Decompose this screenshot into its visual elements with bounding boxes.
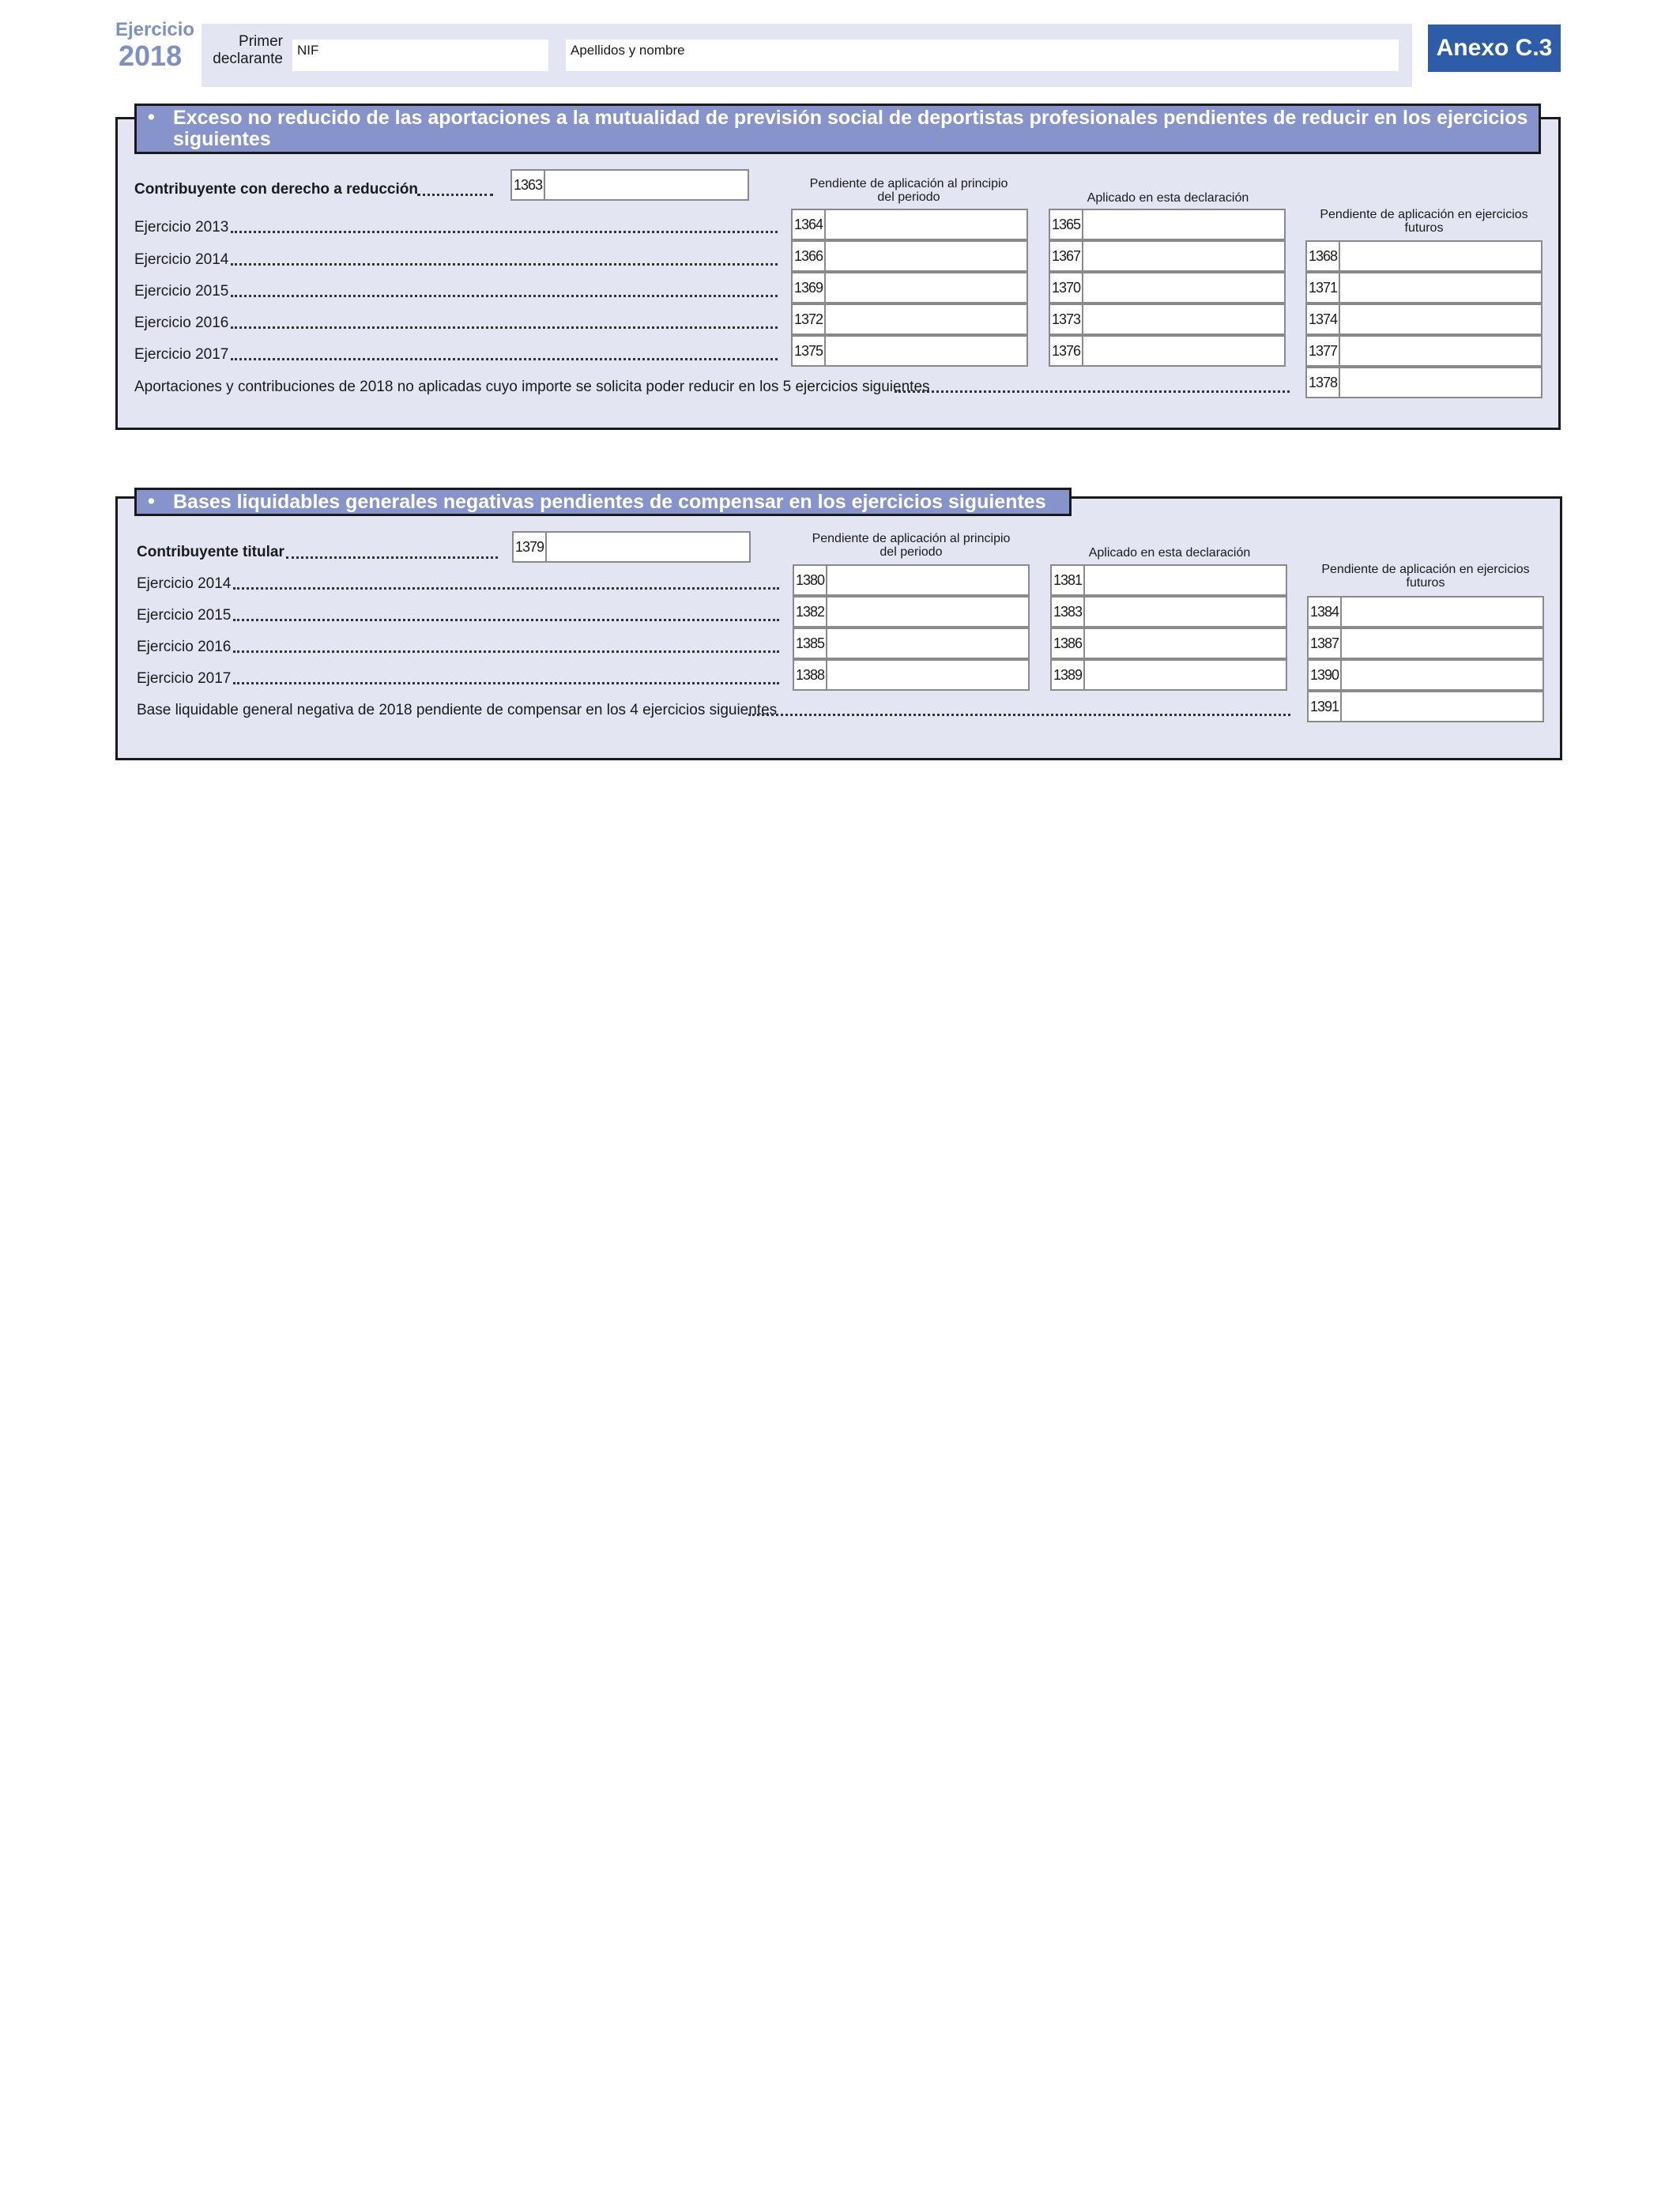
- section2-row-aplicado-field[interactable]: [1050, 596, 1287, 628]
- field-code: 1380: [794, 566, 827, 594]
- field-code: 1374: [1307, 305, 1340, 334]
- section1-row-aplicado-field[interactable]: [1049, 303, 1286, 335]
- nif-label: NIF: [297, 43, 319, 58]
- section1-row-pendiente-field[interactable]: [791, 335, 1028, 367]
- leader-dots: [286, 556, 498, 559]
- section2-row-label: Ejercicio 2017: [137, 670, 232, 687]
- section1-row-futuros-field[interactable]: [1305, 272, 1543, 303]
- section2-row-pendiente-field[interactable]: [793, 628, 1030, 659]
- section1-row-label: Ejercicio 2014: [134, 251, 229, 268]
- ejercicio-year: 2018: [119, 40, 183, 72]
- section1-row-label: Ejercicio 2013: [134, 219, 229, 236]
- section2-title: [134, 488, 1072, 516]
- section2-col-aplicado-header: Aplicado en esta declaración: [1088, 546, 1251, 560]
- section1-contribuyente-field[interactable]: [510, 169, 749, 201]
- section2-col-futuros-header: [1307, 563, 1544, 590]
- col-futuros-line1: Pendiente de aplicación en ejercicios: [1320, 208, 1528, 221]
- section2-row-pendiente-field[interactable]: [793, 659, 1030, 691]
- anexo-badge: Anexo C.3: [1428, 25, 1561, 72]
- section2-contribuyente-label: Contribuyente titular: [137, 544, 284, 560]
- section1-row-futuros-field[interactable]: [1305, 335, 1543, 367]
- apellidos-nombre-field[interactable]: [566, 40, 1399, 71]
- primer-declarante-line2: declarante: [213, 51, 283, 67]
- field-code: 1381: [1052, 566, 1085, 594]
- section1-col-futuros-header: [1305, 208, 1543, 235]
- leader-dots: [231, 295, 778, 297]
- section1-row-futuros-field[interactable]: [1305, 303, 1543, 335]
- field-code: 1388: [794, 661, 827, 689]
- section2-row-aplicado-field[interactable]: [1050, 659, 1287, 691]
- section1-title: [134, 104, 1541, 154]
- field-code: 1364: [793, 210, 826, 239]
- section1-row-label: Ejercicio 2017: [134, 346, 229, 363]
- section1-row-pendiente-field[interactable]: [791, 209, 1028, 240]
- primer-declarante-line1: Primer: [239, 33, 283, 50]
- bullet-icon: •: [148, 106, 155, 128]
- field-code: 1368: [1307, 242, 1340, 270]
- section2-row-futuros-field[interactable]: [1307, 628, 1544, 659]
- leader-dots: [233, 619, 779, 621]
- leader-dots: [748, 714, 1290, 716]
- section2-title-text: Bases liquidables generales negativas pendientes de compensar en los ejercicios siguientes: [173, 491, 1046, 513]
- field-code: 1385: [794, 629, 827, 658]
- field-code: 1377: [1307, 337, 1340, 365]
- field-code: 1371: [1307, 273, 1340, 302]
- bullet-icon: •: [148, 490, 155, 512]
- field-code: 1386: [1052, 629, 1085, 658]
- field-code: 1384: [1309, 598, 1342, 626]
- section2-final-label: Base liquidable general negativa de 2018 pendiente de compensar en los 4 ejercicios siguientes: [137, 702, 778, 718]
- leader-dots: [233, 682, 779, 684]
- col-pendiente-line1: Pendiente de aplicación al principio: [812, 532, 1011, 545]
- ejercicio-label: Ejercicio: [115, 19, 195, 40]
- section2-final-field[interactable]: [1307, 691, 1544, 722]
- field-code: 1367: [1050, 242, 1083, 270]
- col-futuros-line1: Pendiente de aplicación en ejercicios: [1321, 563, 1530, 576]
- section1-row-aplicado-field[interactable]: [1049, 335, 1286, 367]
- field-code: 1383: [1052, 598, 1085, 626]
- leader-dots: [231, 358, 778, 360]
- field-code: 1379: [514, 533, 547, 561]
- section1-contribuyente-label: Contribuyente con derecho a reducción: [134, 181, 418, 198]
- section2-row-aplicado-field[interactable]: [1050, 628, 1287, 659]
- col-futuros-line2: futuros: [1404, 221, 1444, 235]
- field-code: 1366: [793, 242, 826, 270]
- field-code: 1365: [1050, 210, 1083, 239]
- section2-col-pendiente-header: [793, 532, 1030, 559]
- field-code: 1373: [1050, 305, 1083, 334]
- col-pendiente-line2: del periodo: [877, 190, 940, 204]
- section1-title-line2: siguientes: [173, 128, 271, 150]
- section1-row-pendiente-field[interactable]: [791, 240, 1028, 272]
- section1-row-aplicado-field[interactable]: [1049, 240, 1286, 272]
- field-code: 1378: [1307, 368, 1340, 397]
- nif-field[interactable]: [292, 40, 548, 71]
- leader-dots: [231, 263, 778, 266]
- section1-row-label: Ejercicio 2016: [134, 315, 229, 331]
- field-code: 1382: [794, 598, 827, 626]
- section1-col-pendiente-header: [790, 177, 1027, 204]
- field-code: 1376: [1050, 337, 1083, 365]
- col-pendiente-line1: Pendiente de aplicación al principio: [809, 177, 1008, 190]
- section1-row-pendiente-field[interactable]: [791, 303, 1028, 335]
- section1-final-label: Aportaciones y contribuciones de 2018 no aplicadas cuyo importe se solicita poder reducir en los 5 ejercicios siguientes: [134, 379, 930, 395]
- section2-row-label: Ejercicio 2014: [137, 575, 232, 592]
- apellidos-nombre-label: Apellidos y nombre: [571, 43, 685, 58]
- field-code: 1369: [793, 273, 826, 302]
- field-code: 1363: [512, 171, 545, 199]
- col-futuros-line2: futuros: [1406, 576, 1445, 590]
- section2-row-pendiente-field[interactable]: [793, 564, 1030, 596]
- section1-row-label: Ejercicio 2015: [134, 283, 229, 300]
- section2-contribuyente-field[interactable]: [512, 531, 751, 563]
- leader-dots: [231, 326, 778, 329]
- field-code: 1370: [1050, 273, 1083, 302]
- section2-row-label: Ejercicio 2016: [137, 639, 232, 655]
- col-pendiente-line2: del periodo: [880, 545, 943, 559]
- leader-dots: [895, 390, 1290, 393]
- section2-row-futuros-field[interactable]: [1307, 596, 1544, 628]
- section2-row-futuros-field[interactable]: [1307, 659, 1544, 691]
- field-code: 1372: [793, 305, 826, 334]
- leader-dots: [233, 650, 779, 653]
- field-code: 1391: [1309, 692, 1342, 721]
- leader-dots: [417, 194, 493, 196]
- section1-col-aplicado-header: Aplicado en esta declaración: [1087, 191, 1249, 205]
- section1-title-line1: Exceso no reducido de las aportaciones a la mutualidad de previsión social de deportistas profesionales pendientes de reducir en los ejercicios: [173, 107, 1528, 129]
- section1-row-aplicado-field[interactable]: [1049, 272, 1286, 303]
- section1-row-futuros-field[interactable]: [1305, 240, 1543, 272]
- section2-row-label: Ejercicio 2015: [137, 607, 232, 624]
- section2-row-aplicado-field[interactable]: [1050, 564, 1287, 596]
- leader-dots: [231, 231, 778, 233]
- field-code: 1390: [1309, 661, 1342, 689]
- field-code: 1389: [1052, 661, 1085, 689]
- section2-row-pendiente-field[interactable]: [793, 596, 1030, 628]
- primer-declarante-label: [207, 33, 283, 68]
- leader-dots: [233, 587, 779, 590]
- field-code: 1375: [793, 337, 826, 365]
- section1-row-aplicado-field[interactable]: [1049, 209, 1286, 240]
- field-code: 1387: [1309, 629, 1342, 658]
- section1-final-field[interactable]: [1305, 367, 1543, 398]
- section1-row-pendiente-field[interactable]: [791, 272, 1028, 303]
